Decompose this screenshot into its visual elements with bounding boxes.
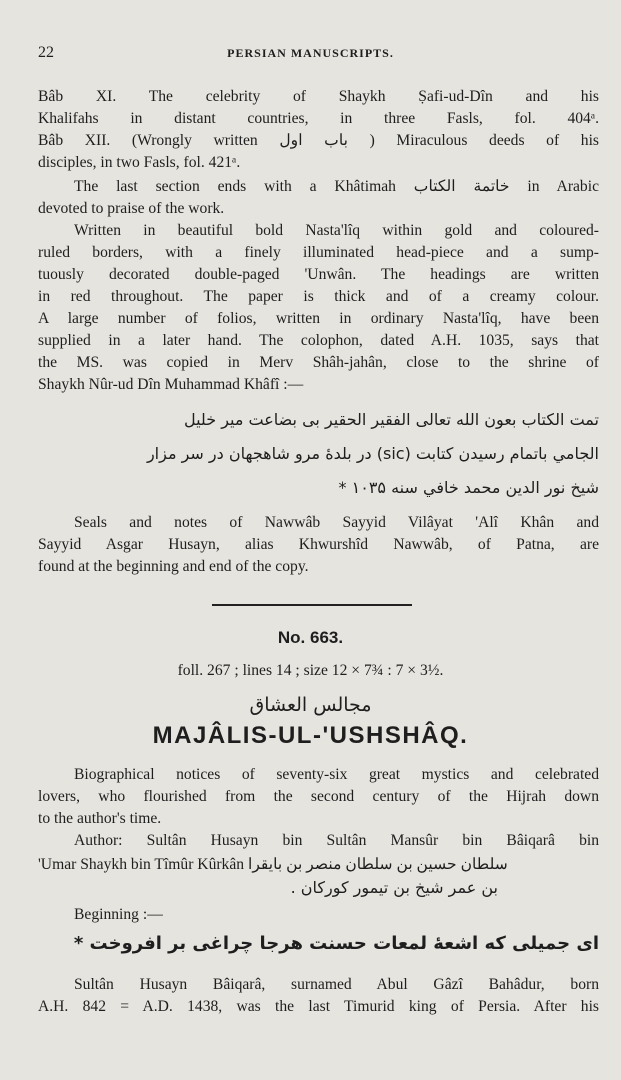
entry-collation: foll. 267 ; lines 14 ; size 12 × 7¾ : 7 × 3½.	[177, 662, 444, 679]
body-line: devoted to praise of the work.	[38, 200, 225, 217]
body-line: Sayyid Asgar Husayn, alias Khwurshîd Nawwâb, of Patna, are	[38, 536, 599, 553]
body-line: Seals and notes of Nawwâb Sayyid Vilâyat 'Alî Khân and	[74, 514, 599, 531]
body-line: Biographical notices of seventy-six great mystics and celebrated	[74, 766, 599, 783]
entry-title: MAJÂLIS-UL-'USHSHÂQ.	[152, 722, 469, 749]
body-line: Bâb XII. (Wrongly written باب اول ) Miraculous deeds of his	[38, 132, 599, 149]
body-line: Shaykh Nûr-ud Dîn Muhammad Khâfî :—	[38, 376, 304, 393]
body-line: Khalifahs in distant countries, in three Fasls, fol. 404ᵃ.	[38, 110, 599, 127]
page-number: 22	[38, 44, 54, 61]
body-line: supplied in a later hand. The colophon, dated A.H. 1035, says that	[38, 332, 599, 349]
entry-arabic-title: مجالس العشاق	[249, 694, 372, 716]
colophon-arabic-line: الجامي باتمام رسيدن كتابت (sic) در بلدهٔ مرو شاهجهان در سر مزار	[146, 444, 599, 463]
body-line: Author: Sultân Husayn bin Sultân Mansûr bin Bâiqarâ bin	[74, 832, 599, 849]
entry-number: No. 663.	[277, 628, 344, 647]
body-line: 'Umar Shaykh bin Tîmûr Kûrkân سلطان حسين بن سلطان منصر بن بايقرا	[38, 856, 508, 873]
beginning-arabic-line: ای جميلی كه اشعهٔ لمعات حسنت هرجا چراغی بر افروخت *	[73, 933, 599, 954]
body-line: found at the beginning and end of the copy.	[38, 558, 309, 575]
body-line: Sultân Husayn Bâiqarâ, surnamed Abul Gâzî Bahâdur, born	[74, 976, 599, 993]
body-line: lovers, who flourished from the second century of the Hijrah down	[38, 788, 599, 805]
running-title: PERSIAN MANUSCRIPTS.	[227, 46, 394, 60]
beginning-label: Beginning :—	[74, 906, 163, 923]
body-line: the MS. was copied in Merv Shâh-jahân, close to the shrine of	[38, 354, 599, 371]
body-line: tuously decorated double-paged 'Unwân. The headings are written	[38, 266, 599, 283]
colophon-arabic-line: تمت الكتاب بعون الله تعالی الفقير الحقير بی بضاعت مير خليل	[183, 410, 599, 429]
body-line: A large number of folios, written in ordinary Nasta'lîq, have been	[38, 310, 599, 327]
author-arabic-line: بن عمر شيخ بن تيمور كوركان .	[290, 878, 498, 897]
section-divider	[212, 604, 412, 606]
body-line: in red throughout. The paper is thick and of a creamy colour.	[38, 288, 599, 305]
colophon-arabic-line: شيخ نور الدين محمد خافي سنه ۱۰۳۵ *	[338, 478, 599, 497]
body-line: disciples, in two Fasls, fol. 421ᵃ.	[38, 154, 241, 171]
body-line: A.H. 842 = A.D. 1438, was the last Timurid king of Persia. After his	[38, 998, 599, 1015]
body-line: Written in beautiful bold Nasta'lîq within gold and coloured-	[74, 222, 599, 239]
body-line: The last section ends with a Khâtimah خاتمة الكتاب in Arabic	[74, 178, 599, 195]
body-line: Bâb XI. The celebrity of Shaykh Ṣafi-ud-Dîn and his	[38, 88, 599, 105]
body-line: to the author's time.	[38, 810, 162, 827]
body-line: ruled borders, with a finely illuminated head-piece and a sump-	[38, 244, 599, 261]
